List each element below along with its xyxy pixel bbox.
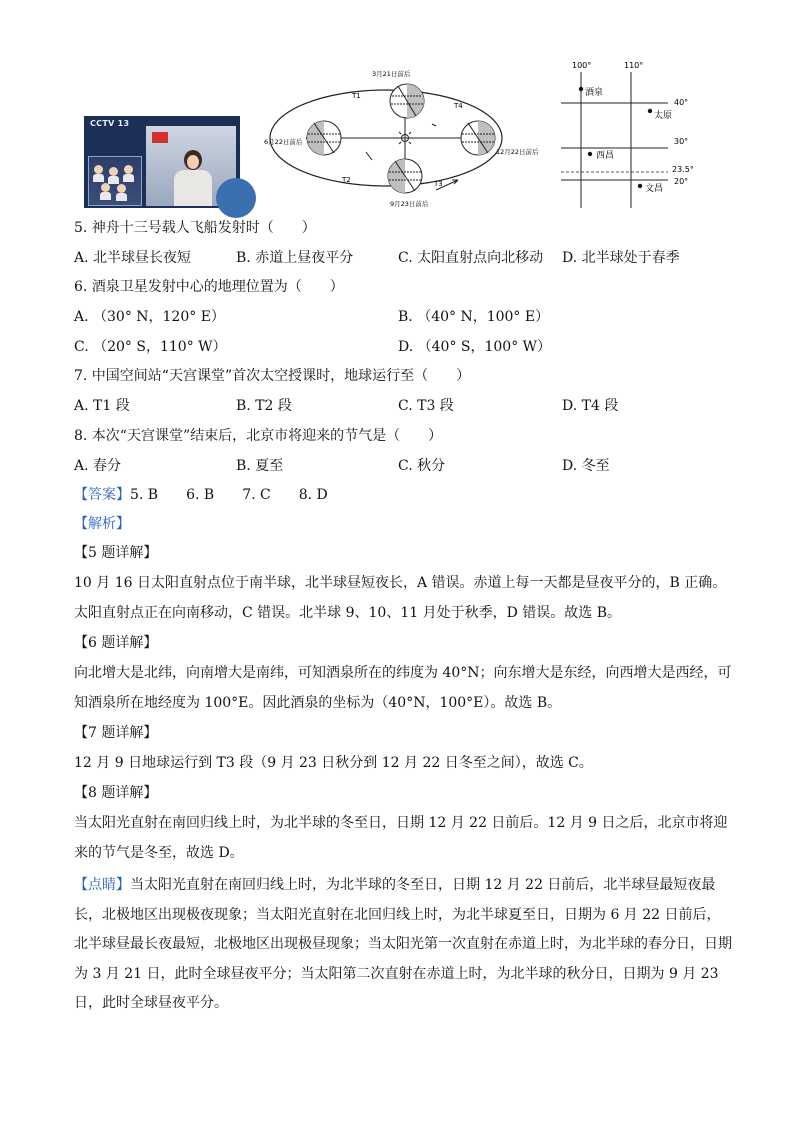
detail-7-body: 12 月 9 日地球运行到 T3 段（9 月 23 日秋分到 12 月 22 日冬至之间），故选 C。 [74, 755, 593, 771]
classroom-inset [88, 156, 142, 206]
question-5-stem: 5. 神舟十三号载人飞船发射时（ ） [74, 220, 316, 236]
q6-option-c: C. （20° S，110° W） [74, 339, 227, 355]
launch-site-map [556, 58, 706, 210]
label-autumn: 9月23日前后 [390, 200, 429, 208]
analysis-label: 【解析】 [74, 516, 130, 532]
q8-option-c: C. 秋分 [398, 458, 446, 474]
detail-6-body: 向北增大是北纬，向南增大是南纬，可知酒泉所在的纬度为 40°N；向东增大是东经，向西增大是西经，可知酒泉所在地经度为 100°E。因此酒泉的坐标为（40°N，100°E）。故选 B。 [74, 665, 732, 711]
q8-option-b: B. 夏至 [236, 458, 284, 474]
space-lecture-photo [84, 116, 240, 208]
lon-110-label: 110° [624, 61, 644, 70]
taiyuan-marker [648, 109, 652, 113]
q7-option-c: C. T3 段 [398, 398, 454, 414]
q7-option-a: A. T1 段 [74, 398, 130, 414]
astronaut-body [174, 170, 212, 206]
detail-8-body: 当太阳光直射在南回归线上时，为北半球的冬至日，日期 12 月 22 日前后。12 月 9 日之后，北京市将迎来的节气是冬至，故选 D。 [74, 815, 728, 861]
label-t4: T4 [454, 102, 463, 110]
astronaut-face [187, 155, 199, 169]
xichang-marker [588, 152, 592, 156]
answer-line [74, 485, 734, 505]
channel-logo: CCTV 13 [90, 119, 130, 128]
detail-6-title: 【6 题详解】 [74, 635, 158, 651]
question-7-stem: 7. 中国空间站“天宫课堂”首次太空授课时，地球运行至（ ） [74, 368, 471, 384]
earth-summer [307, 121, 341, 155]
label-t1: T1 [352, 92, 361, 100]
city-xichang: 西昌 [596, 151, 615, 161]
flag-icon [152, 132, 168, 143]
label-spring: 3月21日前后 [372, 70, 411, 78]
q5-option-c: C. 太阳直射点向北移动 [398, 250, 544, 266]
q5-option-d: D. 北半球处于春季 [562, 250, 680, 266]
q8-option-a: A. 春分 [74, 458, 122, 474]
lat-23-5-label: 23.5° [672, 165, 694, 174]
answer-label: 【答案】 [74, 487, 130, 503]
tip-label: 【点睛】 [74, 877, 130, 893]
q5-option-a: A. 北半球昼长夜短 [74, 250, 192, 266]
jiuquan-marker [579, 87, 583, 91]
detail-7-title: 【7 题详解】 [74, 725, 158, 741]
earth-autumn [388, 159, 422, 193]
detail-8-title: 【8 题详解】 [74, 785, 158, 801]
answer-text: 5. B 6. B 7. C 8. D [130, 487, 328, 503]
city-jiuquan: 酒泉 [585, 88, 604, 98]
city-wenchang: 文昌 [645, 184, 664, 194]
q7-option-b: B. T2 段 [236, 398, 292, 414]
label-summer: 6月22日前后 [264, 138, 303, 146]
earth-spring [390, 84, 424, 118]
wenchang-marker [638, 184, 642, 188]
tip-paragraph [74, 871, 732, 1019]
question-6-stem: 6. 酒泉卫星发射中心的地理位置为（ ） [74, 279, 344, 295]
earth-orbit-diagram [250, 64, 539, 212]
label-winter: 12月22日前后 [496, 148, 539, 156]
label-t3: T3 [434, 180, 443, 188]
question-8-stem: 8. 本次“天宫课堂”结束后，北京市将迎来的节气是（ ） [74, 428, 443, 444]
q6-option-b: B. （40° N，100° E） [398, 309, 550, 325]
city-taiyuan: 太原 [654, 111, 673, 121]
lat-30-label: 30° [674, 137, 689, 146]
q7-option-d: D. T4 段 [562, 398, 619, 414]
label-t2: T2 [342, 176, 351, 184]
lat-20-label: 20° [674, 177, 689, 186]
q6-option-d: D. （40° S，100° W） [398, 339, 552, 355]
lat-40-label: 40° [674, 98, 689, 107]
detail-5-title: 【5 题详解】 [74, 545, 158, 561]
earth-winter [461, 121, 495, 155]
q5-option-b: B. 赤道上昼夜平分 [236, 250, 354, 266]
tip-body: 当太阳光直射在南回归线上时，为北半球的冬至日，日期 12 月 22 日前后，北半球昼最短夜最长，北极地区出现极夜现象；当太阳光直射在北回归线上时，为北半球夏至日，日期为 6 月 22 日前后，北半球昼最长夜最短，北极地区出现极昼现象；当太阳光第一次直射在赤道上时，为北半球的春分日，日期为 3 月 21 日，此时全球昼夜平分；当太阳第二次直射在赤道上时，为北半球的秋分日，日期为 9 月 23 日，此时全球昼夜平分。 [74, 877, 732, 1011]
q6-option-a: A. （30° N，120° E） [74, 309, 225, 325]
q8-option-d: D. 冬至 [562, 458, 610, 474]
lon-100-label: 100° [572, 61, 592, 70]
detail-5-body: 10 月 16 日太阳直射点位于南半球，北半球昼短夜长，A 错误。赤道上每一天都是昼夜平分的，B 正确。太阳直射点正在向南移动，C 错误。北半球 9、10、11 月处于秋季，D 错误。故选 B。 [74, 575, 727, 621]
